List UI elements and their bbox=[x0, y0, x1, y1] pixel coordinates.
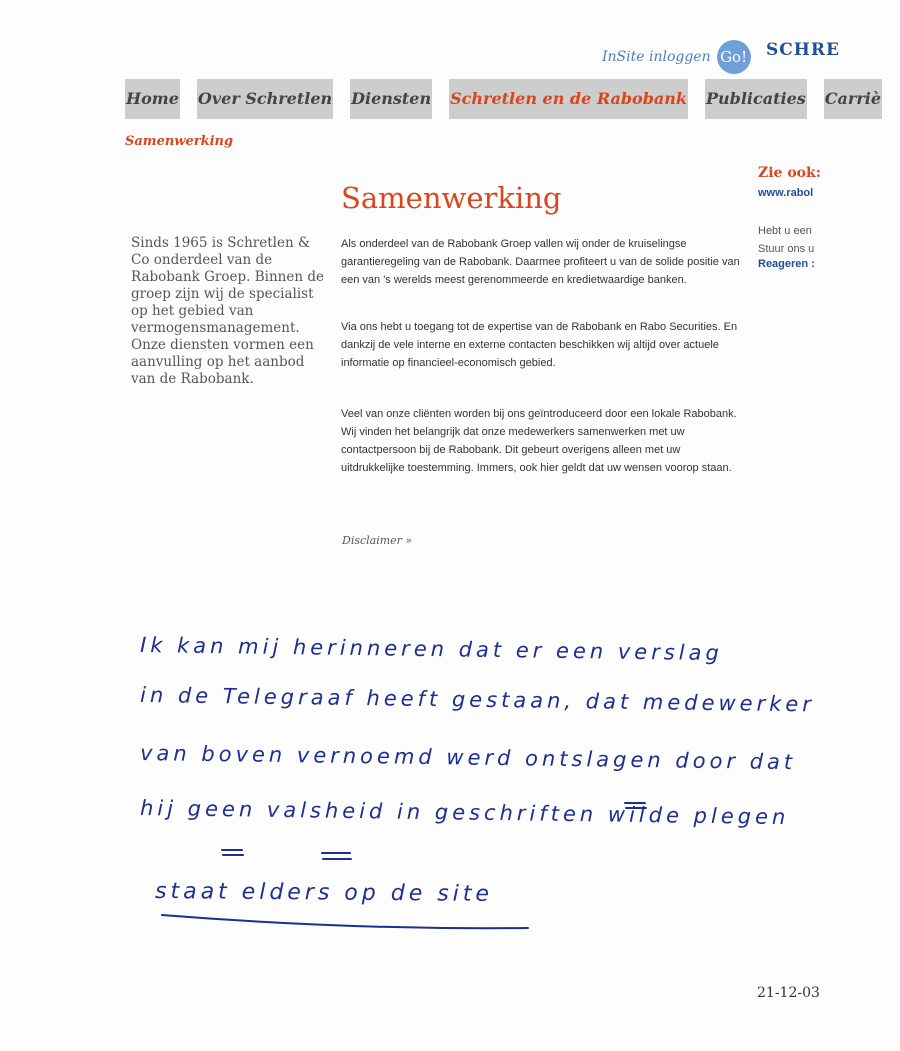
go-button[interactable]: Go! bbox=[717, 40, 751, 74]
paragraph: Veel van onze cliënten worden bij ons geïntroduceerd door een lokale Rabobank. Wij vinden het belangrijk dat onze medewerkers samenwerken met uw contactpersoon bij de Rabobank. Dit gebeurt overigens alleen met uw uitdrukkelijke toestemming. Immers, ook hier geldt dat uw wensen voorop staan. bbox=[341, 408, 737, 474]
paragraph: Via ons hebt u toegang tot de expertise van de Rabobank en Rabo Securities. En dankzij de vele interne en externe contacten beschikken wij altijd over actuele informatie op financieel-economisch gebied. bbox=[341, 321, 738, 369]
brand-logo-text: SCHRE bbox=[766, 40, 840, 60]
underline-stroke bbox=[162, 915, 528, 928]
see-also-title: Zie ook: bbox=[758, 165, 821, 181]
handwritten-line: hij geen valsheid in geschriften wilde plegen bbox=[139, 796, 790, 830]
nav-item-schretlen-rabobank[interactable]: Schretlen en de Rabobank bbox=[449, 79, 688, 119]
insite-login-label[interactable]: InSite inloggen bbox=[602, 49, 711, 65]
sidebar-text bbox=[758, 222, 826, 258]
sidebar-text-line: Stuur ons u bbox=[758, 243, 815, 255]
intro-text: Sinds 1965 is Schretlen & Co onderdeel van de Rabobank Groep. Binnen de groep zijn wij de specialist op het gebied van vermogensmanagement. Onze diensten vormen een aanvulling op het aanbod van de Rabobank. bbox=[131, 235, 324, 387]
handwritten-line: Ik kan mij herinneren dat er een verslag bbox=[139, 633, 723, 666]
nav-item-carriere[interactable]: Carriè bbox=[824, 79, 882, 119]
underline-mark bbox=[222, 850, 243, 855]
handwritten-line: in de Telegraaf heeft gestaan, dat medewerker bbox=[139, 683, 816, 717]
nav-item-home[interactable]: Home bbox=[125, 79, 180, 119]
see-also-link[interactable]: www.rabol bbox=[758, 187, 814, 199]
sidebar-text-line: Hebt u een bbox=[758, 225, 812, 237]
handwritten-note bbox=[100, 610, 890, 950]
nav-item-over-schretlen[interactable]: Over Schretlen bbox=[197, 79, 333, 119]
note-date: 21-12-03 bbox=[757, 985, 820, 1001]
disclaimer-link[interactable]: Disclaimer » bbox=[342, 534, 413, 547]
handwritten-line: staat elders op de site bbox=[154, 879, 494, 907]
nav-item-diensten[interactable]: Diensten bbox=[350, 79, 432, 119]
underline-mark bbox=[322, 853, 351, 859]
nav-item-publicaties[interactable]: Publicaties bbox=[705, 79, 807, 119]
insite-login[interactable] bbox=[602, 40, 751, 74]
main-nav bbox=[125, 79, 881, 119]
paragraph: Als onderdeel van de Rabobank Groep vallen wij onder de kruiselingse garantieregeling van de Rabobank. Daarmee profiteert u van de solide positie van een van 's werelds meest gerenommeerde en kredietwaardige banken. bbox=[341, 238, 740, 286]
breadcrumb[interactable]: Samenwerking bbox=[125, 134, 234, 149]
page-title: Samenwerking bbox=[341, 181, 562, 215]
handwritten-line: van boven vernoemd werd ontslagen door dat bbox=[139, 741, 797, 775]
react-link[interactable]: Reageren : bbox=[758, 258, 815, 270]
